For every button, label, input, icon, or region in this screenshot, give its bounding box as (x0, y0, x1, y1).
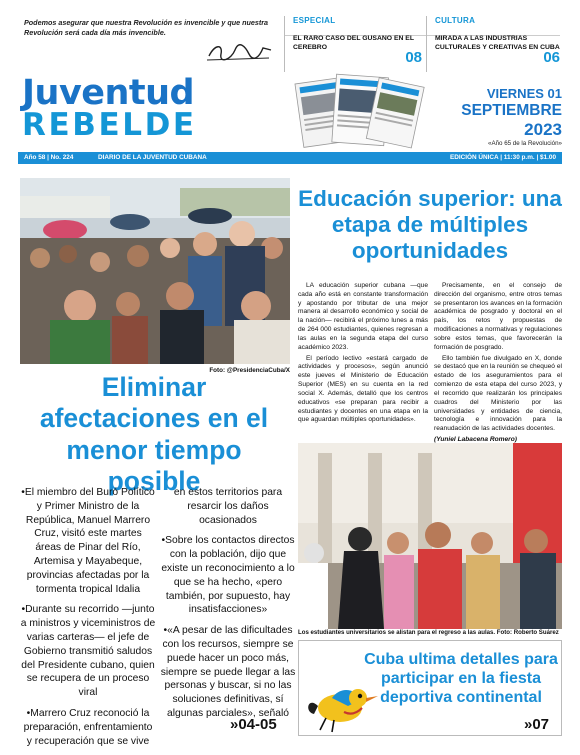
date-year: 2023 (524, 120, 562, 139)
sports-teaser-headline[interactable]: Cuba ultima detalles para participar en la fiesta deportiva continental (364, 651, 558, 707)
right-story-column-b (434, 282, 562, 445)
teaser-page-number: 06 (543, 49, 560, 66)
page-jump-link[interactable]: »04-05 (230, 716, 277, 733)
section-teaser-especial[interactable] (284, 16, 424, 72)
paragraph: •Durante su recorrido —junto a ministros y viceministros de varias carteras— el jefe de Gobierno transmitió saludos del Presidente cubano, quien se recupera de un proceso viral (20, 604, 156, 699)
edition-info: EDICIÓN ÚNICA | 11:30 p.m. | $1.00 (450, 154, 556, 161)
paragraph: El período lectivo «estará cargado de actividades y procesos», según anunció este jueves el Ministerio de Educación Superior (MES) en su cuenta en la red social X. Además, detalló que los centros educativos «se preparan para recibir a estudiantes y docentes en una etapa en la que aguardan múltiples oportunidades». (298, 354, 428, 424)
teaser-kicker: CULTURA (435, 16, 476, 25)
photo-credit: Foto: @PresidenciaCuba/X (209, 367, 290, 374)
tagline: DIARIO DE LA JUVENTUD CUBANA (98, 154, 207, 161)
newspaper-stack-image (286, 68, 428, 152)
signature-image (205, 40, 275, 64)
date-weekday: VIERNES 01 (486, 86, 562, 101)
teaser-headline: EL RARO CASO DEL GUSANO EN EL CEREBRO (293, 35, 414, 52)
masthead-name-top: Juventud (22, 73, 195, 113)
paragraph: Ello también fue divulgado en X, donde se destacó que en la reunión se chequeó el estado de los aseguramientos para el comienzo de esta etapa del curso 2023, y el recorrido que realizarán los principales cuadros del Ministerio por las universidades y entidades de ciencia, tecnología e innovación para la reanudación de las actividades docentes. (434, 354, 562, 433)
byline: (Yuniel Labacena Romero) (434, 436, 517, 444)
right-story-column-a (298, 282, 428, 427)
paragraph: •Sobre los contactos directos con la población, dijo que existe un reconocimiento a lo que se ha hecho, «pero también, por supuesto, hay insatisfacciones» (161, 535, 295, 616)
paragraph: •Marrero Cruz reconoció la preparación, enfrentamiento y recuperación que se vive (23, 707, 153, 747)
page-jump-link[interactable]: »07 (524, 716, 550, 733)
paragraph: LA educación superior cubana —que cada año está en constante transformación y apostando por tributar de una mejor manera al desarrollo económico y social de la nación— recibirá el próximo lunes a más de 264 000 estudiantes, quienes regresan a las aulas en la segunda etapa del curso académico 2023. (298, 282, 428, 351)
left-story-column-b (160, 486, 296, 728)
info-band (18, 152, 562, 164)
left-headline[interactable]: Eliminar afectaciones en el menor tiempo posible (39, 372, 269, 496)
teaser-kicker: ESPECIAL (293, 16, 336, 25)
date-month: SEPTIEMBRE (461, 102, 562, 119)
teaser-headline: MIRADA A LAS INDUSTRIAS CULTURALES Y CREATIVAS EN CUBA (435, 35, 560, 52)
teaser-page-number: 08 (405, 49, 422, 66)
year-motto: «Año 65 de la Revolución» (488, 140, 562, 147)
paragraph: en estos territorios para resarcir los daños ocasionados (173, 487, 283, 526)
photo-caption: Los estudiantes universitarios se alistan para el regreso a las aulas. Foto: Roberto Suárez (298, 629, 559, 636)
crowd-photo (20, 178, 290, 364)
right-headline[interactable]: Educación superior: una etapa de múltiples oportunidades (298, 186, 562, 264)
paragraph: •El miembro del Buró Político y Primer Ministro de la República, Manuel Marrero Cruz, visitó este martes áreas de Pinar del Río, Artemisa y Mayabeque, provincias afectadas por la tormenta tropical Idalia (21, 487, 155, 595)
front-quote: Podemos asegurar que nuestra Revolución es invencible y que nuestra Revolución será cada día más invencible. (24, 18, 269, 37)
left-story-column-a (20, 486, 156, 755)
section-teaser-cultura[interactable] (426, 16, 562, 72)
issue-number: Año 58 | No. 224 (24, 154, 74, 161)
bird-mascot-icon (300, 678, 380, 732)
paragraph: •«A pesar de las dificultades con los recursos, siempre se puede hacer un poco más, siempre se puede llegar a las personas y buscar, si no las soluciones definitivas, sí algunas parciales», señaló (160, 625, 296, 719)
students-photo (298, 443, 562, 629)
masthead-name-bottom: REBELDE (22, 107, 197, 143)
paragraph: Precisamente, en el consejo de dirección del organismo, entre otros temas se presentaron los avances en la formación académica de posgrado y doctoral en el país, los retos y propuestas de modificaciones a normativas y regulaciones sobre estos temas, que favorecerán la formación de posgrado. (434, 282, 562, 351)
